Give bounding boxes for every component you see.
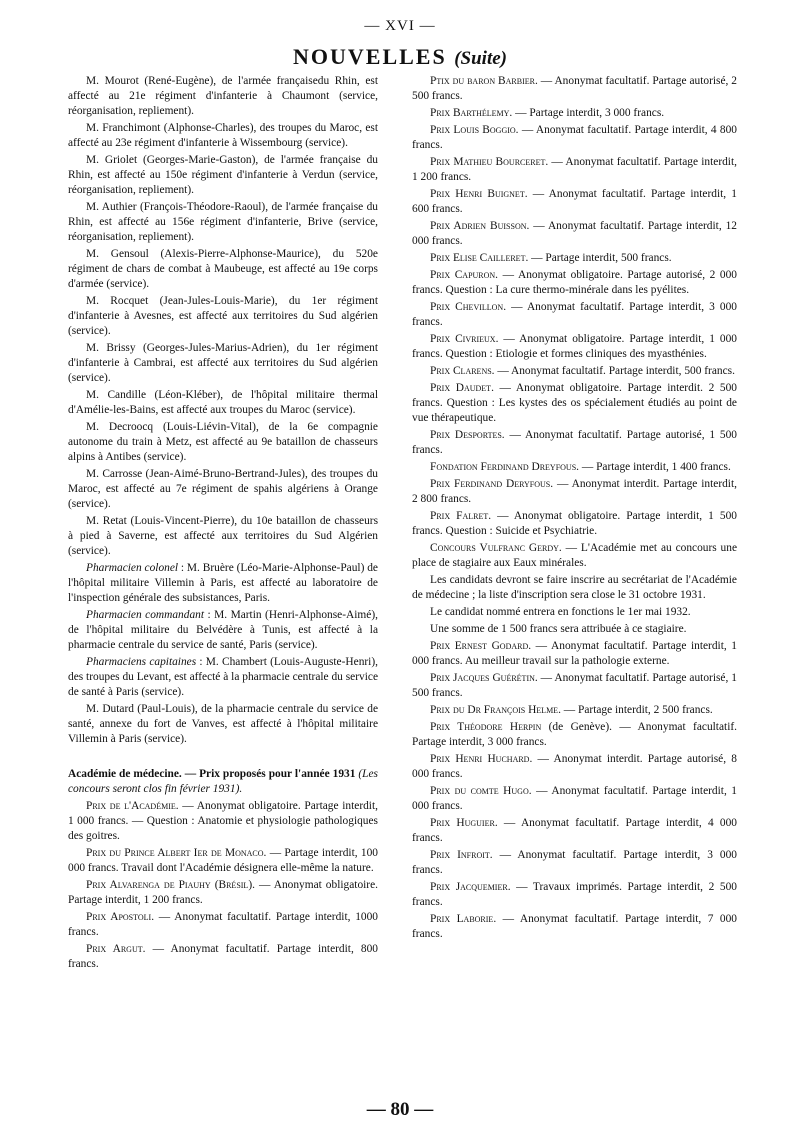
prize-text: — L'Académie met au concours une place de stagiaire aux Eaux minérales. [412,542,738,569]
prize-name: Prix Civrieux. [430,333,499,345]
prize-entry [412,155,737,185]
prize-entry [412,477,737,507]
prize-entry [412,268,737,298]
prize-name: Prix Apostoli. [86,911,155,923]
prize-name: Prix Henri Buignet. [430,188,528,200]
title-text: NOUVELLES [293,44,447,69]
prize-name: Prix Jacquemier. [430,881,511,893]
prize-entry [412,300,737,330]
prize-name: Prix Barthélemy. [430,107,513,119]
prize-text: — Anonymat facultatif. Partage autorisé, 2 500 francs. [412,75,737,102]
prize-entry [412,703,737,718]
folio: — XVI — [364,18,436,34]
prize-entry [412,364,737,379]
prize-text: — Partage interdit, 500 francs. [528,252,672,264]
prize-entry [68,799,378,844]
prize-text: Le candidat nommé entrera en fonctions le 1er mai 1932. [430,606,691,618]
prize-entry [412,541,737,571]
prize-text: — Anonymat facultatif. Partage interdit, 1000 francs. [68,911,378,938]
prize-name: Prix du Prince Albert Ier de Monaco. [86,847,267,859]
prize-text: — Anonymat facultatif. Partage autorisé, 1 500 francs. [412,672,737,699]
prize-text: — Anonymat obligatoire. Partage interdit, 1 200 francs. [68,879,379,906]
prize-name: Prix Desportes. [430,429,505,441]
prizes-left-list [68,799,378,972]
prize-text: — Anonymat facultatif. Partage interdit, 1 600 francs. [412,188,737,215]
posting-paragraph: M. Decroocq (Louis-Liévin-Vital), de la 6e compagnie autonome du train à Metz, est affecté au 9e bataillon de chasseurs alpins à Antibes (service). [68,421,378,463]
prize-text: — Anonymat facultatif. Partage interdit, 3 000 francs. [412,849,738,876]
title-suite: (Suite) [454,48,507,69]
prize-text: — Anonymat facultatif. Partage interdit, 500 francs. [494,365,735,377]
prize-name: Fondation Ferdinand Dreyfous. [430,461,579,473]
prize-entry [412,880,737,910]
prize-name: Prix Jacques Guérétin. [430,672,538,684]
pharmacist-paragraph [68,608,378,653]
posting-paragraph: M. Mourot (René-Eugène), de l'armée françaisedu Rhin, est affecté au 21e régiment d'infanterie à Chaumont (service, réorganisation, repliement). [68,75,378,117]
prize-text: — Partage interdit, 1 400 francs. [579,461,731,473]
prize-entry [412,848,737,878]
pharmacist-text: : M. Chambert (Louis-Auguste-Henri), des troupes du Levant, est affecté à la pharmacie centrale du service de santé à Paris (service). [68,656,378,698]
prize-entry [412,784,737,814]
prize-name: Prix Argut. [86,943,146,955]
prize-text: — Anonymat facultatif. Partage interdit, 3 000 francs. [412,301,738,328]
prize-text: — Anonymat facultatif. Partage interdit, 1 000 francs. [412,785,737,812]
prize-text: — Anonymat obligatoire. Partage autorisé, 2 000 francs. Question : La cure thermo-minérale dans les pyélites. [412,269,737,296]
prize-name: Prix Laborie. [430,913,497,925]
prize-text: — Anonymat facultatif. Partage interdit, 800 francs. [68,943,378,970]
prize-entry [412,460,737,475]
prize-text: Une somme de 1 500 francs sera attribuée à ce stagiaire. [430,623,687,635]
prize-name: Prix Falret. [430,510,492,522]
prize-text: — Anonymat facultatif. Partage autorisé, 1 500 francs. [412,429,737,456]
prize-name: Prix Daudet. [430,382,494,394]
prize-text: — Anonymat interdit. Partage interdit, 2 800 francs. [412,478,737,505]
prize-entry [412,671,737,701]
prize-text: — Partage interdit, 100 000 francs. Travail dont l'Académie désignera elle-même la nature. [68,847,378,874]
posting-paragraph: M. Retat (Louis-Vincent-Pierre), du 10e bataillon de chasseurs à pied à Saverne, est affecté aux territoires du Sud Algérien (service). [68,515,378,557]
prize-name: Prix Alvarenga de Piauhy (Brésil). [86,879,255,891]
pharmacist-paragraph [68,702,378,747]
prize-text: — Anonymat obligatoire. Partage interdit. 2 500 francs. Question : Les kystes des os spécialement étudiés au point de vue thérapeutique. [412,382,737,424]
posting-paragraph: M. Authier (François-Théodore-Raoul), de l'armée française du Rhin, est affecté au 156e régiment d'infanterie, Brive (service, réorganisation, repliement). [68,201,378,243]
page-number: — 80 — [366,1099,434,1120]
prize-entry [412,219,737,249]
prize-name: Prix Ernest Godard. [430,640,532,652]
prize-name: Concours Vulfranc Gerdy. [430,542,562,554]
prize-name: Prix Chevillon. [430,301,507,313]
prize-entry [412,816,737,846]
prize-entry [68,846,378,876]
academie-heading-text: Académie de médecine. — Prix proposés pour l'année 1931 [68,768,356,780]
academie-heading [68,767,378,797]
prize-name: Prix Mathieu Bourceret. [430,156,549,168]
posting-paragraph: M. Carrosse (Jean-Aimé-Bruno-Bertrand-Jules), des troupes du Maroc, est affecté au 7e régiment de spahis algériens à Orange (service). [68,468,378,510]
prize-name: Prix Théodore Herpin [430,721,542,733]
prize-name: Prix Adrien Buisson. [430,220,530,232]
prize-name: Prix de l'Académie. [86,800,179,812]
pharmacist-role: Pharmacien commandant [86,609,204,621]
military-postings [68,74,378,559]
prize-text: — Anonymat obligatoire. Partage interdit, 1 000 francs. — Question : Anatomie et physiologie pathologiques des goitres. [68,800,378,842]
prize-entry [68,910,378,940]
prize-name: Prix Henri Huchard. [430,753,533,765]
prize-name: Prix du comte Hugo. [430,785,532,797]
prize-entry [412,123,737,153]
posting-paragraph: M. Franchimont (Alphonse-Charles), des troupes du Maroc, est affecté au 23e régiment d'infanterie à Wissembourg (service). [68,122,378,149]
prize-text: — Anonymat interdit. Partage autorisé, 8 000 francs. [412,753,737,780]
prize-text: Les candidats devront se faire inscrire au secrétariat de l'Académie de médecine ; la liste d'inscription sera close le 31 octobre 1931. [412,574,737,601]
pharmacist-role: Pharmacien colonel [86,562,179,574]
page-title [0,44,800,70]
pharmacist-postings [68,561,378,747]
pharmacist-text: : M. Bruère (Léo-Marie-Alphonse-Paul) de l'hôpital militaire Villemin à Paris, est affecté au laboratoire de l'inspection générale des subsistances, Paris. [68,562,378,604]
prize-name: Prix Louis Boggio. [430,124,519,136]
prize-text: — Anonymat facultatif. Partage interdit, 4 800 francs. [412,124,738,151]
prize-text: — Anonymat facultatif. Partage interdit, 7 000 francs. [412,913,737,940]
posting-paragraph: M. Griolet (Georges-Marie-Gaston), de l'armée française du Rhin, est affecté au 150e régiment d'infanterie à Verdun (service, réorganisation, repliement). [68,154,378,196]
prize-text: — Travaux imprimés. Partage interdit, 2 500 francs. [412,881,737,908]
pharmacist-text: M. Dutard (Paul-Louis), de la pharmacie centrale du service de santé, annexe du fort de Vanves, est affecté à l'hôpital militaire Villemin à Paris (service). [68,703,378,745]
prize-entry [412,332,737,362]
prize-name: Prix Capuron. [430,269,499,281]
prize-entry [412,752,737,782]
prize-name: Prix Infroit. [430,849,493,861]
prize-name: Prix Ferdinand Deryfous. [430,478,554,490]
posting-paragraph: M. Candille (Léon-Kléber), de l'hôpital militaire thermal d'Amélie-les-Bains, est affecté aux troupes du Maroc (service). [68,389,378,416]
prize-text: — Anonymat facultatif. Partage interdit, 1 200 francs. [412,156,737,183]
pharmacist-role: Pharmaciens capitaines [86,656,197,668]
prize-text: — Anonymat facultatif. Partage interdit, 1 000 francs. Au meilleur travail sur la pathologie externe. [412,640,737,667]
prize-name: Prix Elise Cailleret. [430,252,529,264]
right-column [412,74,737,944]
pharmacist-paragraph [68,561,378,606]
prize-name: Prix du Dr François Helme. [430,704,561,716]
prize-entry [412,912,737,942]
prize-name: Prix Huguier. [430,817,498,829]
prize-entry [68,878,378,908]
prize-text: — Anonymat facultatif. Partage interdit, 4 000 francs. [412,817,737,844]
prize-text: (de Genève). — Anonymat facultatif. Partage interdit, 3 000 francs. [412,721,738,748]
prize-entry [68,942,378,972]
posting-paragraph: M. Rocquet (Jean-Jules-Louis-Marie), du 1er régiment d'infanterie à Avesnes, est affecté aux territoires du Sud algérien (service). [68,295,378,337]
prize-name: Prix Clarens. [430,365,495,377]
prize-text: — Anonymat facultatif. Partage interdit, 12 000 francs. [412,220,737,247]
prize-text: — Partage interdit, 2 500 francs. [560,704,713,716]
prize-entry [412,187,737,217]
prize-text: — Anonymat obligatoire. Partage interdit, 1 500 francs. Question : Suicide et Psychiatrie. [412,510,737,537]
prize-entry [412,106,737,121]
pharmacist-text: : M. Martin (Henri-Alphonse-Aimé), de l'hôpital militaire du Belvédère à Tunis, est affecté à la pharmacie centrale du service de santé, Paris (service). [68,609,378,651]
prize-entry [412,720,737,750]
prize-name: Ptix du baron Barbier. [430,75,538,87]
prize-entry [412,605,737,620]
academie-heading-note: (Les concours seront clos fin février 1931). [68,768,378,795]
prize-entry [412,509,737,539]
prize-entry [412,428,737,458]
posting-paragraph: M. Gensoul (Alexis-Pierre-Alphonse-Maurice), du 520e régiment de chars de combat à Maubeuge, est affecté au 19e corps d'armée (service). [68,248,378,290]
prizes-right-list [412,74,737,942]
posting-paragraph: M. Brissy (Georges-Jules-Marius-Adrien), du 1er régiment d'infanterie à Cambrai, est affecté aux territoires du Sud algérien (service). [68,342,378,384]
left-column [68,74,378,974]
prize-entry [412,573,737,603]
pharmacist-paragraph [68,655,378,700]
prize-entry [412,622,737,637]
prize-text: — Partage interdit, 3 000 francs. [512,107,665,119]
prize-entry [412,639,737,669]
prize-entry [412,381,737,426]
prize-entry [412,74,737,104]
prize-text: — Anonymat obligatoire. Partage interdit, 1 000 francs. Question : Etiologie et formes cliniques des myasthénies. [412,333,737,360]
prize-entry [412,251,737,266]
